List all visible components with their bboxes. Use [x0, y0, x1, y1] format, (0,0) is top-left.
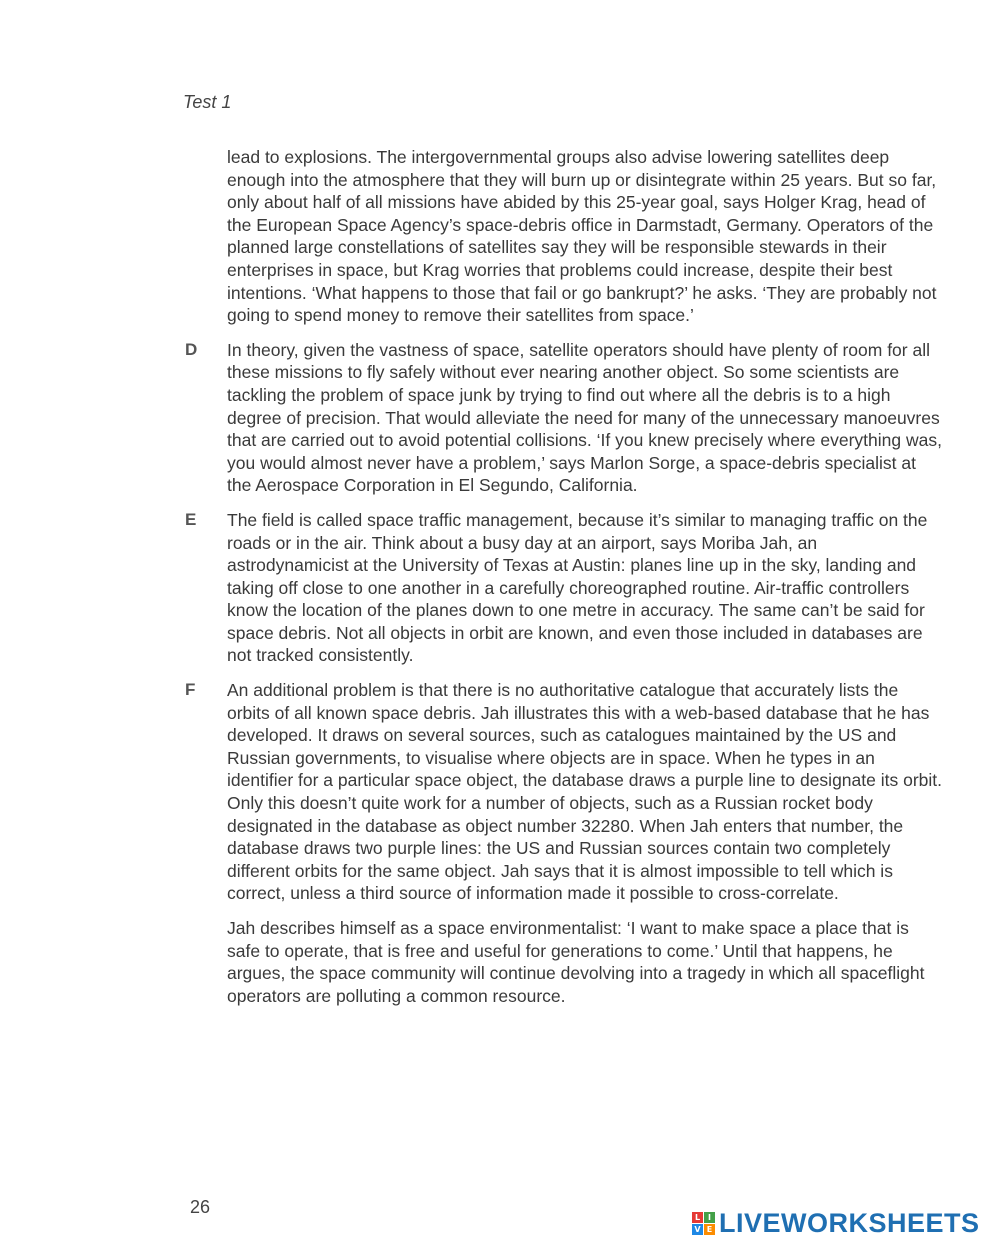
logo-letter-l: L [692, 1212, 703, 1223]
page-header-label: Test 1 [183, 92, 232, 112]
paragraph-letter: F [185, 680, 196, 700]
logo-letter-v: V [692, 1224, 703, 1235]
liveworksheets-watermark [692, 1208, 980, 1239]
liveworksheets-logo-icon [692, 1212, 715, 1235]
paragraph-f-continued [183, 917, 943, 1007]
paragraph-text: An additional problem is that there is no authoritative catalogue that accurately lists the orbits of all known space debris. Jah illustrates this with a web-based database that he has developed. It draws on several sources, such as catalogues maintained by the US and Russian governments, to visualise where objects are in space. When he types in an identifier for a particular space object, the database draws a purple line to designate its orbit. Only this doesn’t quite work for a number of objects, such as a Russian rocket body designated in the database as object number 32280. When Jah enters that number, the database draws two purple lines: the US and Russian sources contain two completely different orbits for the same object. Jah says that it is almost impossible to tell which is correct, unless a third source of information made it possible to cross-correlate. [227, 680, 942, 904]
paragraph-text: Jah describes himself as a space environmentalist: ‘I want to make space a place that is safe to operate, that is free and useful for generations to come.’ Until that happens, he argues, the space community will continue devolving into a tragedy in which all spaceflight operators are polluting a common resource. [227, 918, 925, 1006]
paragraph-d [183, 339, 943, 497]
paragraph-e [183, 509, 943, 667]
paragraph-text: lead to explosions. The intergovernmental groups also advise lowering satellites deep enough into the atmosphere that they will burn up or disintegrate within 25 years. But so far, only about half of all missions have abided by this 25-year goal, says Holger Krag, head of the European Space Agency’s space-debris office in Darmstadt, Germany. Operators of the planned large constellations of satellites say they will be responsible stewards in their enterprises in space, but Krag worries that problems could increase, despite their best intentions. ‘What happens to those that fail or go bankrupt?’ he asks. ‘They are probably not going to spend money to remove their satellites from space.’ [227, 147, 937, 326]
logo-letter-i: I [704, 1212, 715, 1223]
paragraph-text: In theory, given the vastness of space, satellite operators should have plenty of room for all these missions to fly safely without ever nearing another object. So some scientists are tackling the problem of space junk by trying to find out where all the debris is to a high degree of precision. That would alleviate the need for many of the unnecessary manoeuvres that are carried out to avoid potential collisions. ‘If you knew precisely where everything was, you would almost never have a problem,’ says Marlon Sorge, a space-debris specialist at the Aerospace Corporation in El Segundo, California. [227, 339, 942, 496]
article-body [183, 146, 943, 1019]
logo-letter-e: E [704, 1224, 715, 1235]
liveworksheets-wordmark: LIVEWORKSHEETS [719, 1208, 980, 1238]
page-number: 26 [190, 1197, 211, 1217]
paragraph-f [183, 679, 943, 905]
paragraph-letter: E [185, 509, 197, 529]
paragraph-letter: D [185, 339, 198, 359]
paragraph-text: The field is called space traffic management, because it’s similar to managing traffic on the roads or in the air. Think about a busy day at an airport, says Moriba Jah, an astrodynamicist at the University of Texas at Austin: planes line up in the sky, landing and taking off close to one another in a carefully choreographed routine. Air-traffic controllers know the location of the planes down to one metre in accuracy. The same can’t be said for space debris. Not all objects in orbit are known, and even those included in databases are not tracked consistently. [227, 509, 928, 666]
paragraph-continuation [183, 146, 943, 327]
